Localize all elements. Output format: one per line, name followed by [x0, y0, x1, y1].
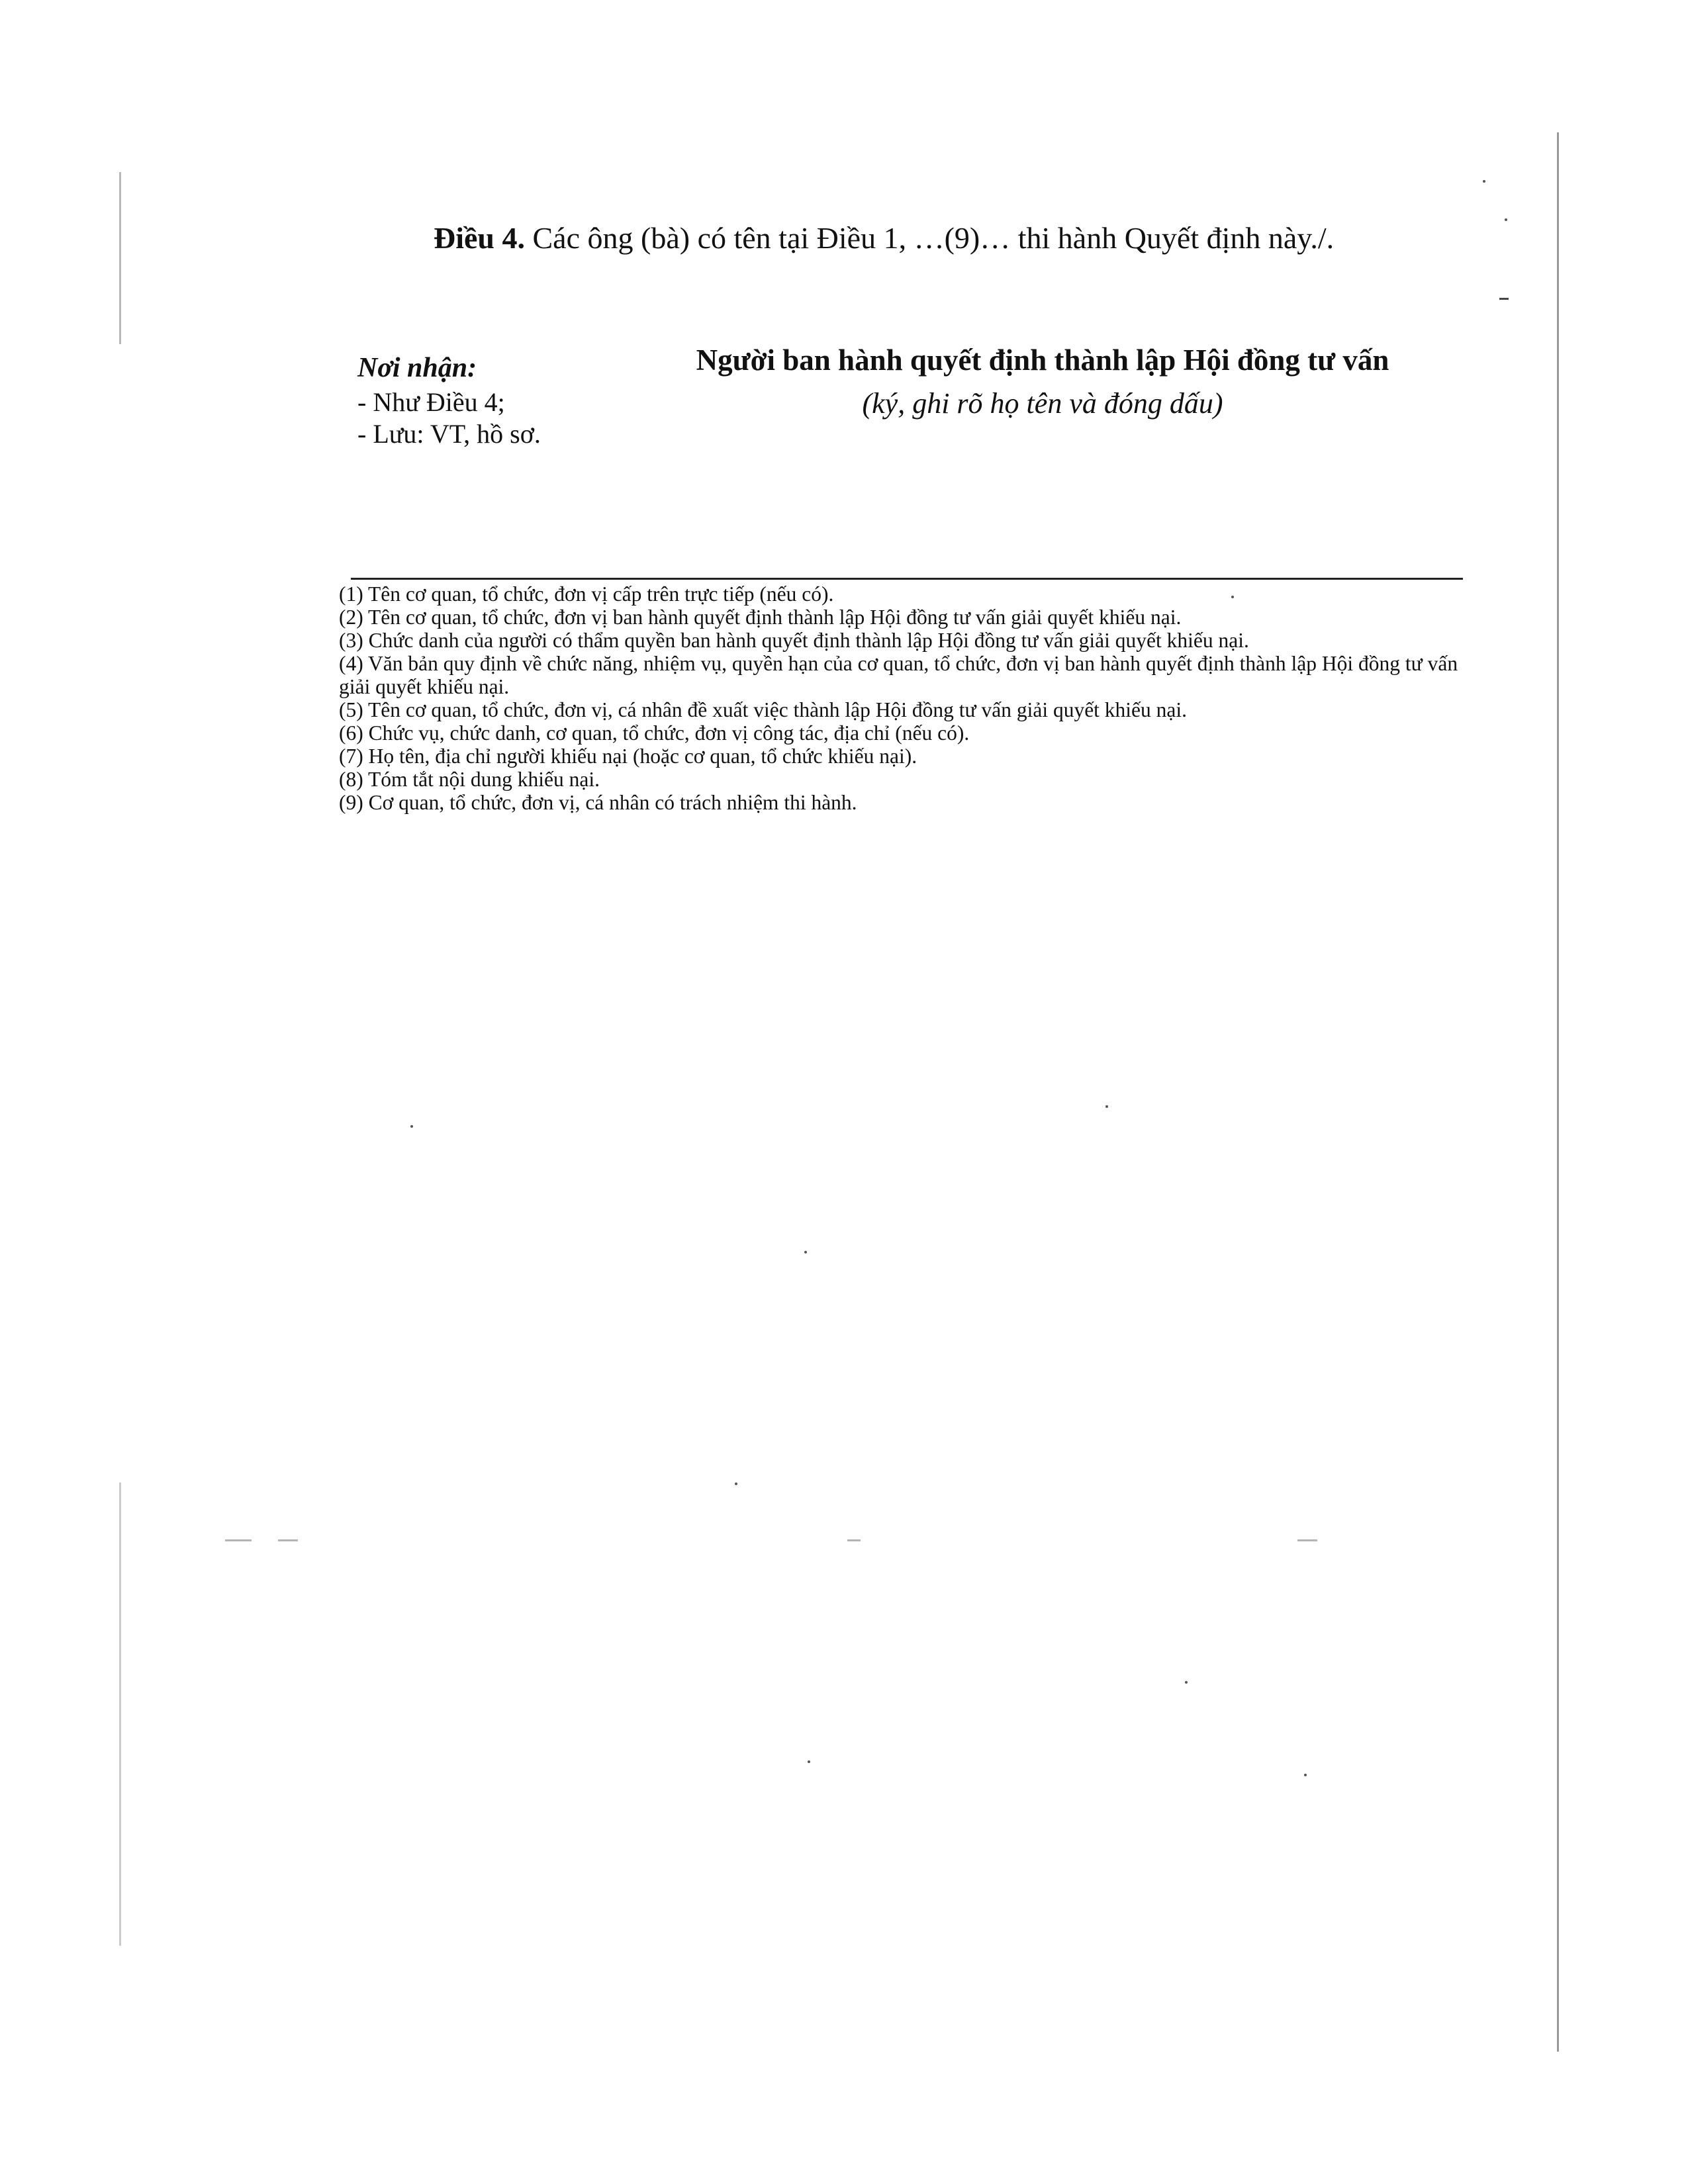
scan-dot	[1505, 218, 1507, 221]
scan-dash	[225, 1539, 252, 1541]
scan-dot	[1304, 1774, 1307, 1776]
footnote: (9) Cơ quan, tổ chức, đơn vị, cá nhân có trách nhiệm thi hành.	[339, 791, 857, 814]
scan-edge-left	[119, 1482, 121, 1946]
footnote: (5) Tên cơ quan, tổ chức, đơn vị, cá nhân đề xuất việc thành lập Hội đồng tư vấn giải quyết khiếu nại.	[339, 698, 1188, 721]
recipient-item: - Lưu: VT, hồ sơ.	[357, 419, 541, 449]
scan-dash	[1297, 1539, 1317, 1541]
signature-block	[659, 343, 1427, 420]
recipients-block	[357, 352, 541, 450]
scan-dot	[1483, 180, 1485, 183]
scan-dot	[804, 1251, 807, 1253]
scan-edge-right	[1557, 132, 1559, 2052]
footnote: (3) Chức danh của người có thẩm quyền ban hành quyết định thành lập Hội đồng tư vấn giải quyết khiếu nại.	[339, 629, 1249, 652]
footnote: (2) Tên cơ quan, tổ chức, đơn vị ban hành quyết định thành lập Hội đồng tư vấn giải quyết khiếu nại.	[339, 606, 1182, 629]
scan-dot	[410, 1125, 413, 1128]
scan-dot	[808, 1760, 810, 1763]
article-4	[434, 220, 1334, 255]
scan-dot	[735, 1482, 737, 1485]
scan-dash	[847, 1539, 861, 1541]
recipients-title: Nơi nhận:	[357, 353, 477, 383]
article-text: Các ông (bà) có tên tại Điều 1, …(9)… thi hành Quyết định này./.	[525, 221, 1335, 255]
signer-note: (ký, ghi rõ họ tên và đóng dấu)	[862, 387, 1223, 420]
scan-dash	[278, 1539, 298, 1541]
footnote: (1) Tên cơ quan, tổ chức, đơn vị cấp trên trực tiếp (nếu có).	[339, 582, 834, 606]
scan-dot	[1231, 596, 1234, 598]
scan-dot	[1105, 1105, 1108, 1108]
footnote: (7) Họ tên, địa chỉ người khiếu nại (hoặc cơ quan, tổ chức khiếu nại).	[339, 745, 917, 768]
scan-dash	[1499, 298, 1509, 300]
recipient-item: - Như Điều 4;	[357, 387, 505, 417]
scan-edge-left	[119, 172, 121, 344]
signer-role: Người ban hành quyết định thành lập Hội đồng tư vấn	[696, 343, 1389, 377]
footnotes-list	[339, 582, 1464, 814]
footnote-divider	[351, 578, 1463, 580]
scan-dot	[1185, 1681, 1188, 1684]
article-label: Điều 4.	[434, 221, 525, 255]
footnote: (4) Văn bản quy định về chức năng, nhiệm vụ, quyền hạn của cơ quan, tổ chức, đơn vị ban hành quyết định thành lập Hội đồng tư vấn giải quyết khiếu nại.	[339, 652, 1458, 698]
footnote: (6) Chức vụ, chức danh, cơ quan, tổ chức, đơn vị công tác, địa chỉ (nếu có).	[339, 721, 970, 745]
footnote: (8) Tóm tắt nội dung khiếu nại.	[339, 768, 600, 791]
